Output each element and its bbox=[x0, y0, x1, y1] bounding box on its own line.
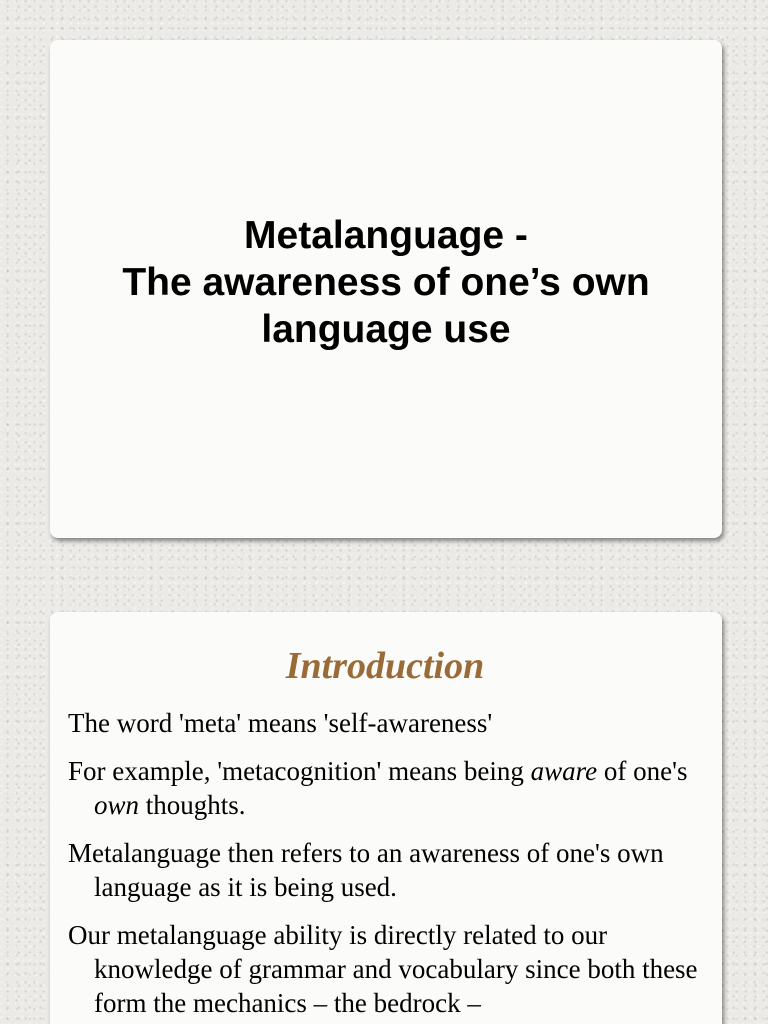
emphasis-aware: aware bbox=[530, 756, 598, 786]
text-run: thoughts. bbox=[139, 790, 246, 820]
title-slide bbox=[50, 40, 722, 538]
title-line-3: language use bbox=[261, 307, 511, 351]
paragraph-metacognition-example bbox=[68, 754, 702, 822]
emphasis-own: own bbox=[94, 790, 140, 820]
paragraph-metalanguage-definition: Metalanguage then refers to an awareness of one's own language as it is being used. bbox=[68, 838, 664, 902]
slide-title bbox=[122, 212, 649, 353]
title-line-2: The awareness of one’s own bbox=[122, 260, 650, 304]
text-run: of one's bbox=[597, 756, 688, 786]
paragraph-grammar-vocabulary: Our metalanguage ability is directly related to our knowledge of grammar and vocabulary since both these form the mechanics – the bedrock – bbox=[68, 920, 698, 1018]
introduction-slide bbox=[50, 612, 722, 1024]
text-run: For example, 'metacognition' means being bbox=[68, 756, 531, 786]
section-heading: Introduction bbox=[285, 645, 485, 687]
title-line-1: Metalanguage - bbox=[244, 213, 528, 257]
paragraph-meta-definition: The word 'meta' means 'self-awareness' bbox=[68, 708, 493, 738]
